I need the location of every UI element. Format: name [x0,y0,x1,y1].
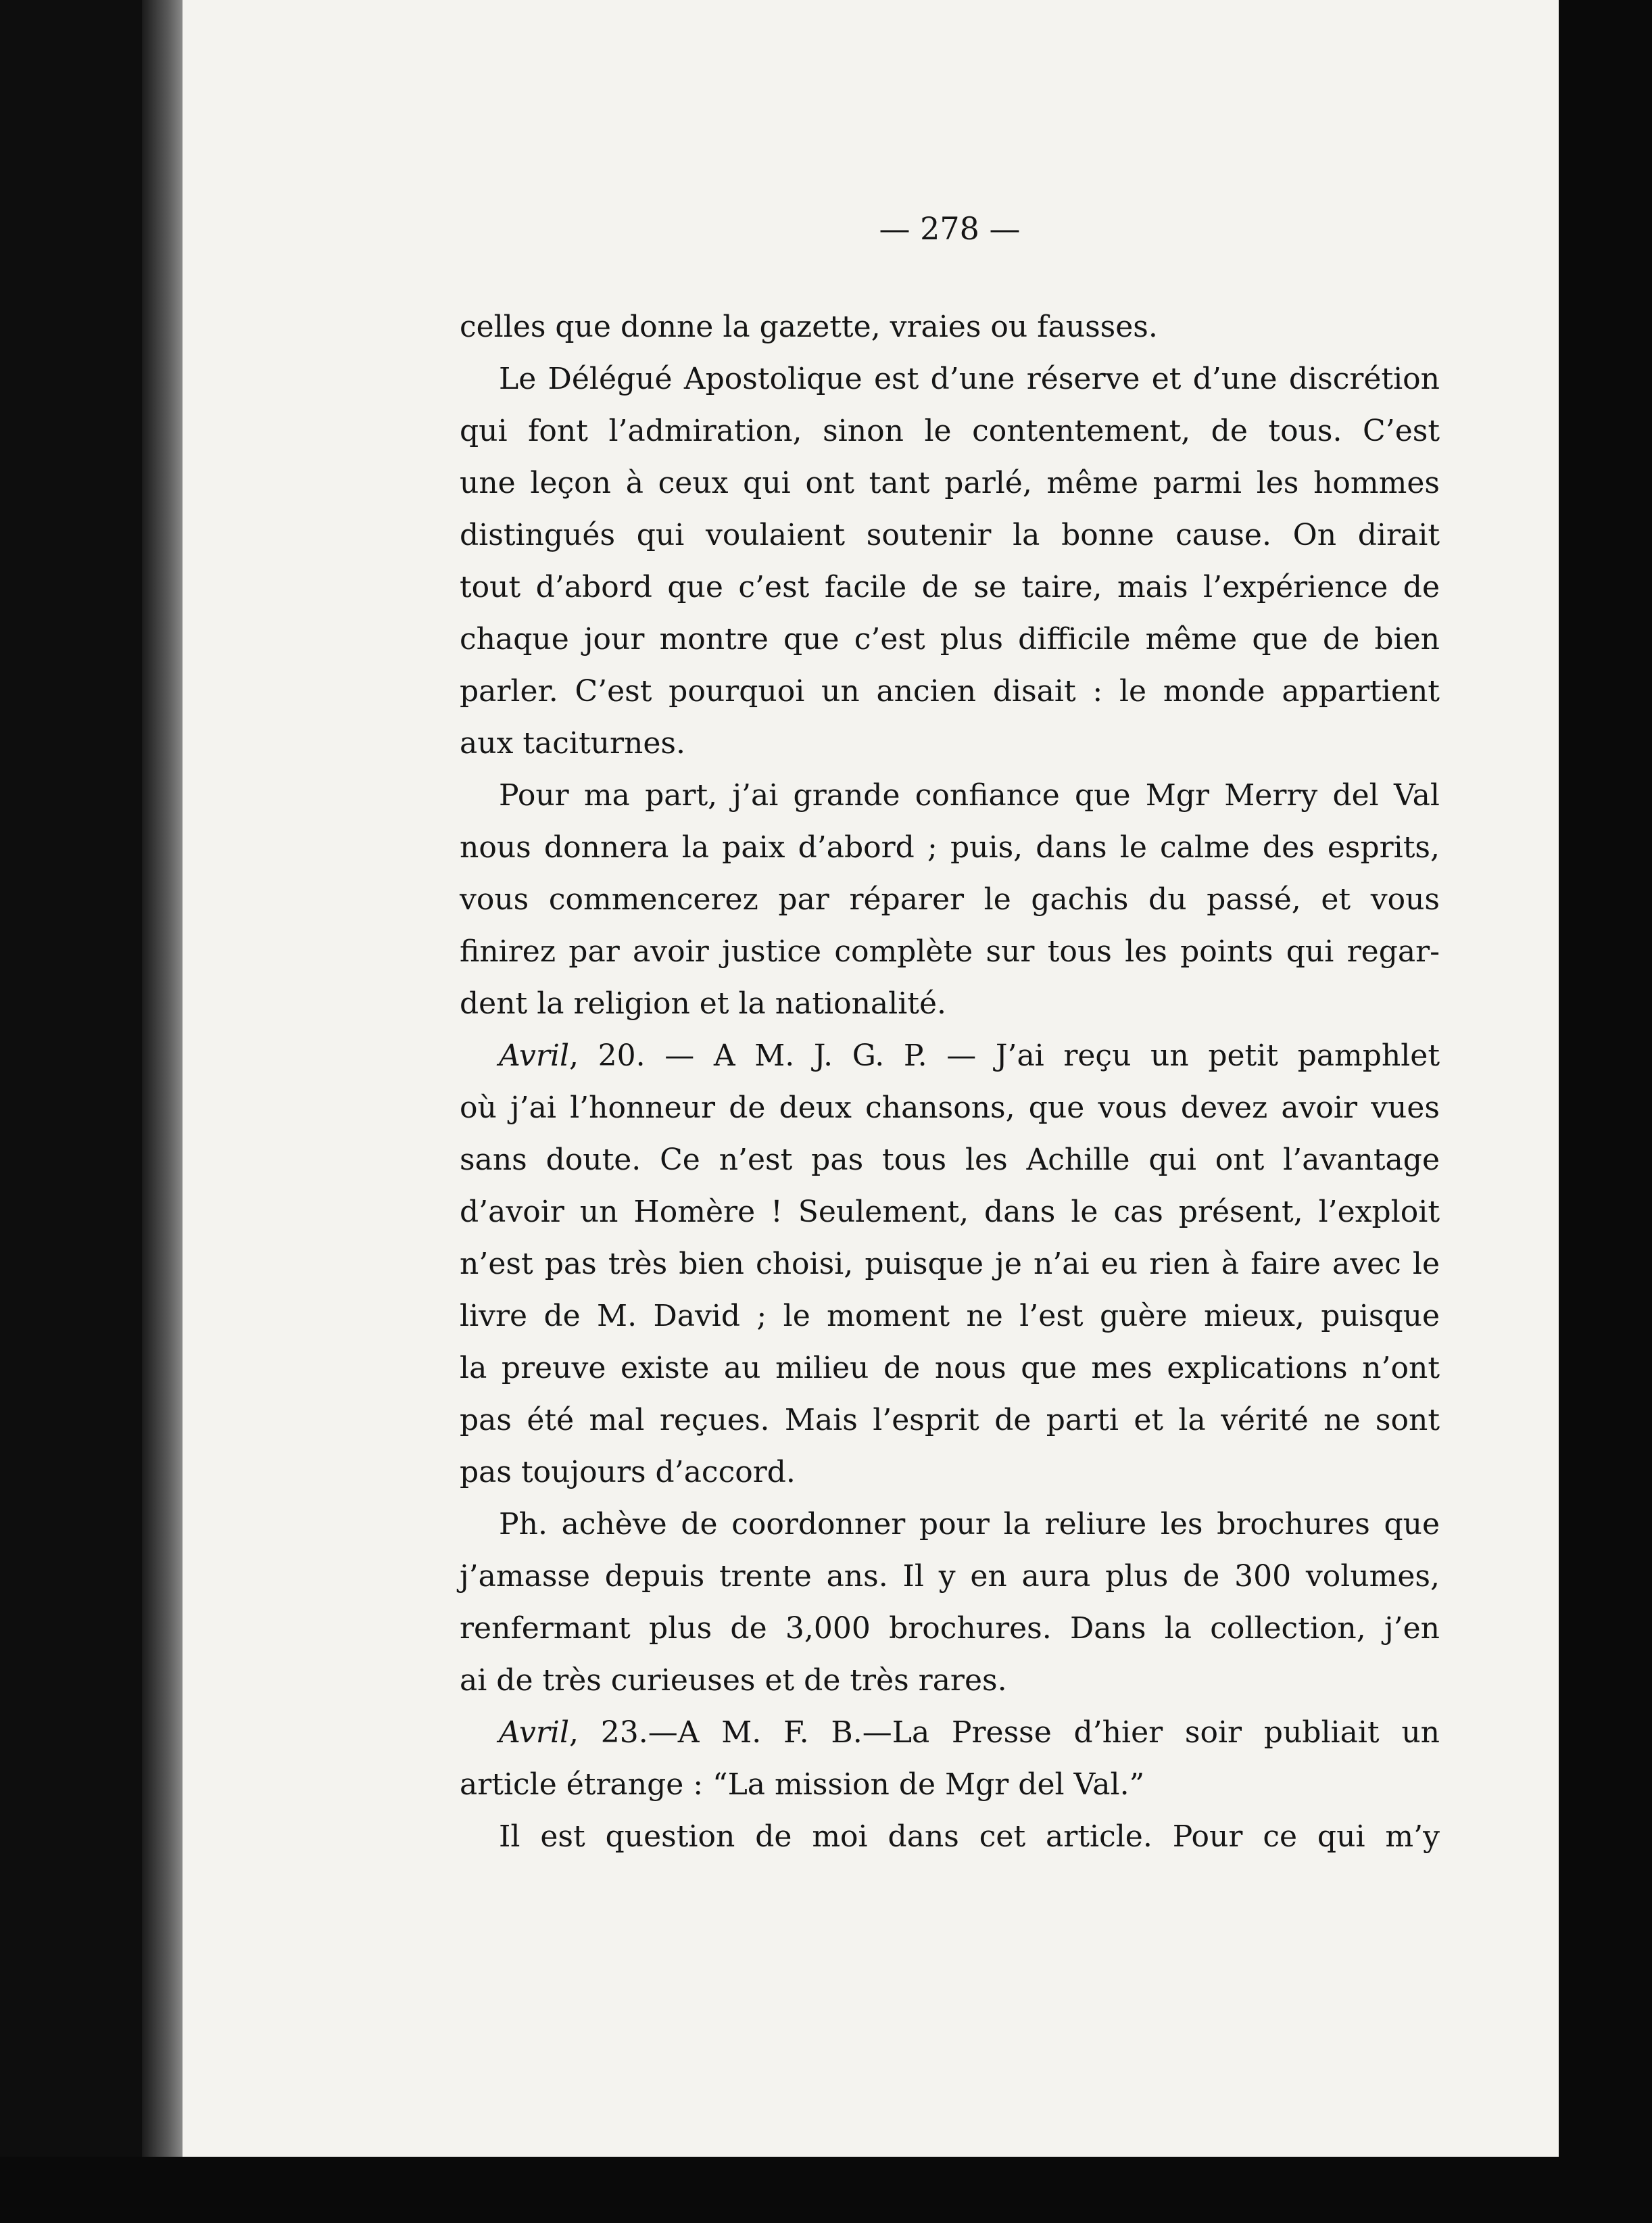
text-line [460,613,1440,665]
entry-date: Avril [499,1038,570,1073]
line-text: Il est question de moi dans cet article. Pour ce qui m’y [499,1819,1440,1854]
text-line [460,1498,1440,1550]
text-line [460,1030,1440,1082]
line-text: vous commencerez par réparer le gachis du passé, et vous [460,882,1440,917]
text-lines [460,301,1440,1863]
entry-date: Avril [499,1715,570,1750]
text-line [460,978,1440,1030]
text-line [460,1082,1440,1134]
text-line [460,1342,1440,1394]
line-text: qui font l’admiration, sinon le contentement, de tous. C’est [460,414,1440,448]
text-line [460,1706,1440,1759]
text-line [460,457,1440,509]
text-line [460,1134,1440,1186]
line-text: nous donnera la paix d’abord ; puis, dans le calme des esprits, [460,830,1440,865]
page-number: — 278 — [879,210,1021,247]
line-text: Le Délégué Apostolique est d’une réserve et d’une discrétion [499,362,1440,396]
line-text: sans doute. Ce n’est pas tous les Achille qui ont l’avantage [460,1143,1440,1177]
text-line [460,1446,1440,1498]
scan-edge-right [1559,0,1652,2223]
text-line [460,509,1440,561]
text-line [460,561,1440,613]
text-line [460,769,1440,821]
line-text: Pour ma part, j’ai grande confiance que Mgr Merry del Val [499,778,1440,813]
line-text: ai de très curieuses et de très rares. [460,1663,1007,1698]
line-text: aux taciturnes. [460,726,685,761]
text-line [460,717,1440,769]
line-text: renfermant plus de 3,000 brochures. Dans la collection, j’en [460,1611,1440,1646]
text-line [460,353,1440,405]
scan-edge-bottom [0,2157,1652,2223]
line-text: n’est pas très bien choisi, puisque je n’ai eu rien à faire avec le [460,1247,1440,1281]
text-line [460,1394,1440,1446]
text-line [460,1811,1440,1863]
line-text: livre de M. David ; le moment ne l’est guère mieux, puisque [460,1299,1440,1333]
line-text: finirez par avoir justice complète sur tous les points qui regar- [460,934,1440,969]
line-text: j’amasse depuis trente ans. Il y en aura plus de 300 volumes, [460,1559,1440,1594]
line-text: pas été mal reçues. Mais l’esprit de parti et la vérité ne sont [460,1403,1440,1437]
text-line [460,1290,1440,1342]
text-line [460,405,1440,457]
text-line [460,665,1440,717]
line-text: chaque jour montre que c’est plus difficile même que de bien [460,622,1440,656]
line-text: pas toujours d’accord. [460,1455,796,1489]
text-line [460,1602,1440,1654]
text-line [460,1759,1440,1811]
line-text: d’avoir un Homère ! Seulement, dans le cas présent, l’exploit [460,1195,1440,1229]
text-line [460,1550,1440,1602]
line-text: une leçon à ceux qui ont tant parlé, même parmi les hommes [460,466,1440,500]
text-line [460,1238,1440,1290]
text-line [460,1654,1440,1706]
line-text: dent la religion et la nationalité. [460,986,947,1021]
line-text: la preuve existe au milieu de nous que mes explications n’ont [460,1351,1440,1385]
text-line [460,821,1440,874]
text-line [460,874,1440,926]
line-text: celles que donne la gazette, vraies ou fausses. [460,310,1158,344]
line-text: , 20. — A M. J. G. P. — J’ai reçu un petit pamphlet [569,1038,1440,1073]
line-text: article étrange : “La mission de Mgr del Val.” [460,1767,1145,1802]
line-text: où j’ai l’honneur de deux chansons, que vous devez avoir vues [460,1091,1440,1125]
line-text: tout d’abord que c’est facile de se taire, mais l’expérience de [460,570,1440,604]
page-text [460,203,1440,1863]
line-text: , 23.—A M. F. B.—La Presse d’hier soir publiait un [569,1715,1440,1750]
text-line [460,1186,1440,1238]
text-line [460,926,1440,978]
line-text: Ph. achève de coordonner pour la reliure les brochures que [499,1507,1440,1541]
line-text: parler. C’est pourquoi un ancien disait : le monde appartient [460,674,1440,709]
line-text: distingués qui voulaient soutenir la bonne cause. On dirait [460,518,1440,552]
text-line [460,301,1440,353]
